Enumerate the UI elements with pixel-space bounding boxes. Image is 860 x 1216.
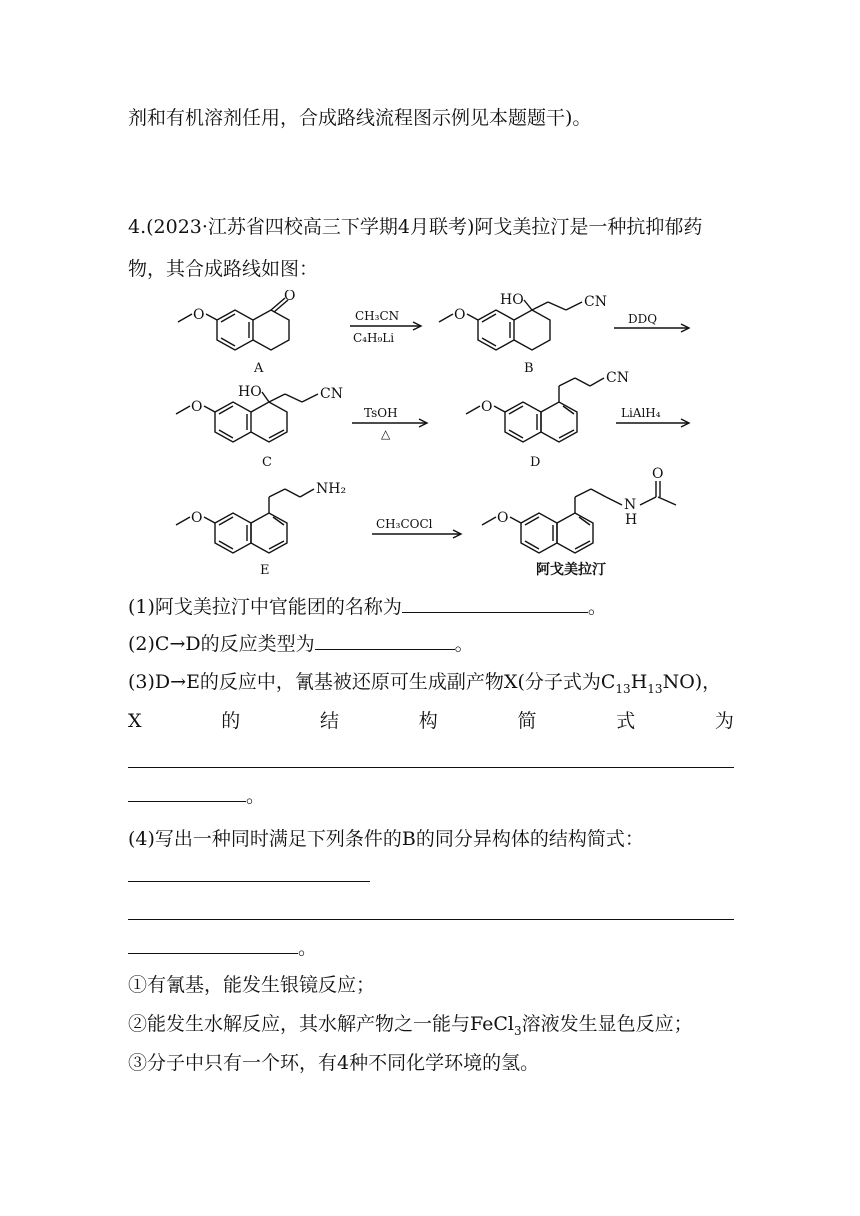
- answer-blank-1: [402, 594, 588, 613]
- spread-char: 构: [418, 710, 438, 732]
- condition-2: [128, 1011, 693, 1037]
- question-1-end: 。: [587, 596, 607, 618]
- label-D: D: [530, 455, 541, 470]
- condition-2-text-b: 溶液发生显色反应；: [521, 1013, 693, 1035]
- question-1-text: (1)阿戈美拉汀中官能团的名称为: [128, 596, 402, 618]
- question-4: (4)写出一种同时满足下列条件的B的同分异构体的结构简式：: [128, 828, 644, 850]
- reagent-cd-bottom: △: [381, 427, 391, 441]
- intro-line: 剂和有机溶剂任用，合成路线流程图示例见本题题干)。: [128, 107, 592, 129]
- label-A: A: [254, 361, 264, 376]
- B-oxygen: O: [454, 307, 466, 323]
- reagent-ab-top: CH₃CN: [355, 309, 400, 323]
- reagent-bc: DDQ: [628, 312, 658, 326]
- question-2: [128, 631, 474, 657]
- answer-blank-3b: [128, 783, 246, 802]
- condition-1: ①有氰基，能发生银镜反应；: [128, 974, 376, 996]
- product-hydrogen: H: [625, 512, 638, 528]
- C-nitrile: CN: [320, 386, 343, 402]
- condition-2-text-a: ②能发生水解反应，其水解产物之一能与FeCl: [128, 1013, 515, 1035]
- label-product: 阿戈美拉汀: [536, 562, 606, 578]
- A-carbonyl-oxygen: O: [284, 290, 296, 304]
- question-3-end: 。: [246, 785, 266, 807]
- question-3-text-b: H: [630, 671, 648, 693]
- reagent-ef: CH₃COCl: [376, 517, 433, 531]
- compound-A-structure: [178, 298, 289, 350]
- spread-char: 的: [221, 710, 241, 732]
- product-oxygen: O: [497, 510, 509, 526]
- answer-blank-2: [315, 631, 455, 650]
- question-1: [128, 594, 607, 620]
- spread-char: 简: [517, 710, 537, 732]
- B-nitrile: CN: [584, 294, 607, 310]
- spread-char: 为: [714, 710, 734, 732]
- A-oxygen: O: [193, 307, 205, 323]
- condition-3: ③分子中只有一个环，有4种不同化学环境的氢。: [128, 1052, 540, 1074]
- question-2-text: (2)C→D的反应类型为: [128, 633, 315, 655]
- D-nitrile: CN: [606, 370, 629, 386]
- question-4-end: 。: [298, 937, 318, 959]
- C-hydroxyl: HO: [238, 384, 262, 400]
- label-E: E: [260, 563, 270, 578]
- answer-rule-3a: [128, 767, 734, 768]
- reagent-de: LiAlH₄: [621, 406, 661, 420]
- E-oxygen: O: [191, 510, 203, 526]
- question-3-text-a: (3)D→E的反应中，氰基被还原可生成副产物X(分子式为C: [128, 671, 616, 693]
- answer-rule-4a: [128, 881, 370, 882]
- question-3-sub-2: 13: [647, 681, 663, 696]
- D-oxygen: O: [481, 399, 493, 415]
- spread-char: 结: [319, 710, 339, 732]
- product-nitrogen: N: [624, 497, 637, 513]
- synthesis-scheme: [0, 290, 860, 580]
- answer-rule-4b: [128, 919, 734, 920]
- question-3-sub-1: 13: [615, 681, 631, 696]
- label-C: C: [262, 455, 272, 470]
- question-2-end: 。: [454, 633, 474, 655]
- question-3-tail: [128, 783, 265, 809]
- answer-blank-4c: [128, 935, 298, 954]
- C-oxygen: O: [191, 399, 203, 415]
- product-carbonyl-oxygen: O: [652, 466, 664, 482]
- reagent-cd-top: TsOH: [364, 406, 398, 420]
- question-3: [128, 669, 721, 695]
- question-4-tail: [128, 935, 317, 961]
- spread-char: X: [128, 710, 142, 732]
- B-hydroxyl: HO: [500, 292, 524, 308]
- question-3-spread-line: [128, 708, 734, 734]
- condition-2-sub: 3: [514, 1023, 522, 1038]
- product-agomelatine-structure: [482, 481, 676, 553]
- question-3-text-c: NO)，: [662, 671, 722, 693]
- reagent-ab-bottom: C₄H₉Li: [353, 331, 395, 345]
- problem-line-1: 4.(2023·江苏省四校高三下学期4月联考)阿戈美拉汀是一种抗抑郁药: [128, 216, 703, 238]
- E-amine: NH₂: [316, 481, 347, 497]
- problem-line-2: 物，其合成路线如图：: [128, 258, 319, 280]
- spread-char: 式: [616, 710, 636, 732]
- label-B: B: [524, 361, 534, 376]
